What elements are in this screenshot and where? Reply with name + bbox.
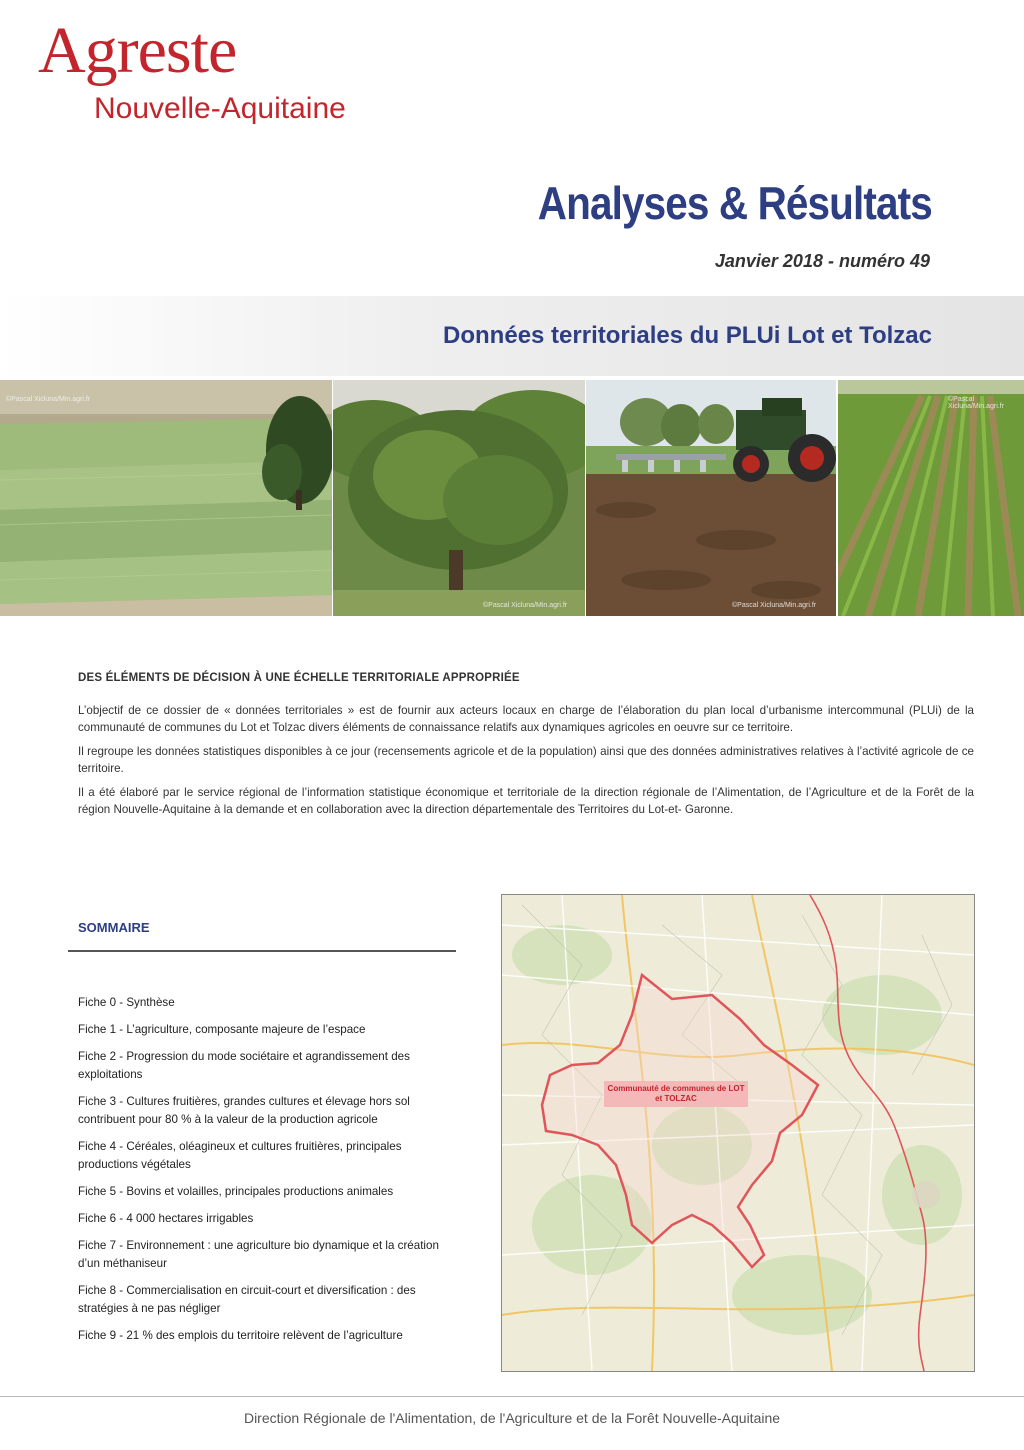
- crop-rows-photo: [838, 380, 1024, 616]
- summary-item: Fiche 0 - Synthèse: [78, 996, 175, 1009]
- summary-list: [78, 994, 448, 1354]
- territory-map-graphic: [502, 895, 974, 1371]
- summary-heading: SOMMAIRE: [78, 920, 150, 935]
- summary-item: Fiche 4 - Céréales, oléagineux et cultures fruitières, principales productions végétales: [78, 1140, 402, 1171]
- photo-credit: ©Pascal Xicluna/Min.agri.fr: [732, 602, 817, 609]
- publication-title: Analyses & Résultats: [537, 177, 932, 229]
- dossier-title: Données territoriales du PLUi Lot et Tolzac: [443, 322, 932, 349]
- footer-divider: [0, 1396, 1024, 1397]
- territory-map: [501, 894, 975, 1372]
- orchard-photo: [333, 380, 585, 616]
- photo-credit: ©Pascal Xicluna/Min.agri.fr: [6, 396, 91, 403]
- footer-text: Direction Régionale de l'Alimentation, de l'Agriculture et de la Forêt Nouvelle-Aquitaine: [243, 1410, 781, 1426]
- intro-heading: DES ÉLÉMENTS DE DÉCISION À UNE ÉCHELLE TERRITORIALE APPROPRIÉE: [78, 672, 520, 684]
- photo-credit: ©Pascal Xicluna/Min.agri.fr: [483, 602, 568, 609]
- summary-divider: [68, 950, 456, 952]
- field-photo: [0, 380, 332, 616]
- brand-logo: Agreste: [38, 14, 237, 87]
- tractor-photo: [586, 380, 836, 616]
- photo-strip: [0, 380, 1024, 616]
- brand-region: Nouvelle-Aquitaine: [94, 92, 346, 125]
- summary-item: Fiche 5 - Bovins et volailles, principales productions animales: [78, 1185, 394, 1198]
- summary-item: Fiche 2 - Progression du mode sociétaire et agrandissement des exploitations: [78, 1050, 410, 1081]
- intro-paragraph: L’objectif de ce dossier de « données territoriales » est de fournir aux acteurs locaux en charge de l’élaboration du plan local d’urbanisme intercommunal (PLUi) de la communauté de communes du Lot et Tolzac divers éléments de connaissance relatifs aux dynamiques agricoles en oeuvre sur ce territoire.: [78, 704, 974, 734]
- summary-item: Fiche 9 - 21 % des emplois du territoire relèvent de l’agriculture: [78, 1329, 403, 1342]
- summary-item: Fiche 1 - L’agriculture, composante majeure de l’espace: [78, 1023, 366, 1036]
- map-label: Communauté de communes de LOT et TOLZAC: [604, 1081, 748, 1107]
- summary-item: Fiche 6 - 4 000 hectares irrigables: [78, 1212, 254, 1225]
- intro-paragraph: Il a été élaboré par le service régional de l’information statistique économique et territoriale de la direction régionale de l’Alimentation, de l’Agriculture et de la Forêt de la région Nouvelle-Aquitaine à la demande et en collaboration avec la direction départementale des Territoires du Lot-et- Garonne.: [78, 786, 974, 816]
- summary-item: Fiche 3 - Cultures fruitières, grandes cultures et élevage hors sol contribuent pour 80 % à la valeur de la production agricole: [78, 1095, 410, 1126]
- summary-item: Fiche 7 - Environnement : une agriculture bio dynamique et la création d’un méthaniseur: [78, 1239, 439, 1270]
- summary-item: Fiche 8 - Commercialisation en circuit-court et diversification : des stratégies à ne pas négliger: [78, 1284, 416, 1315]
- photo-credit: ©Pascal Xicluna/Min.agri.fr: [948, 396, 1005, 410]
- publication-issue: Janvier 2018 - numéro 49: [714, 251, 930, 271]
- intro-body: [78, 702, 974, 825]
- intro-paragraph: Il regroupe les données statistiques disponibles à ce jour (recensements agricole et de la population) ainsi que des données administratives relatives à l’activité agricole de ce territoire.: [78, 745, 974, 775]
